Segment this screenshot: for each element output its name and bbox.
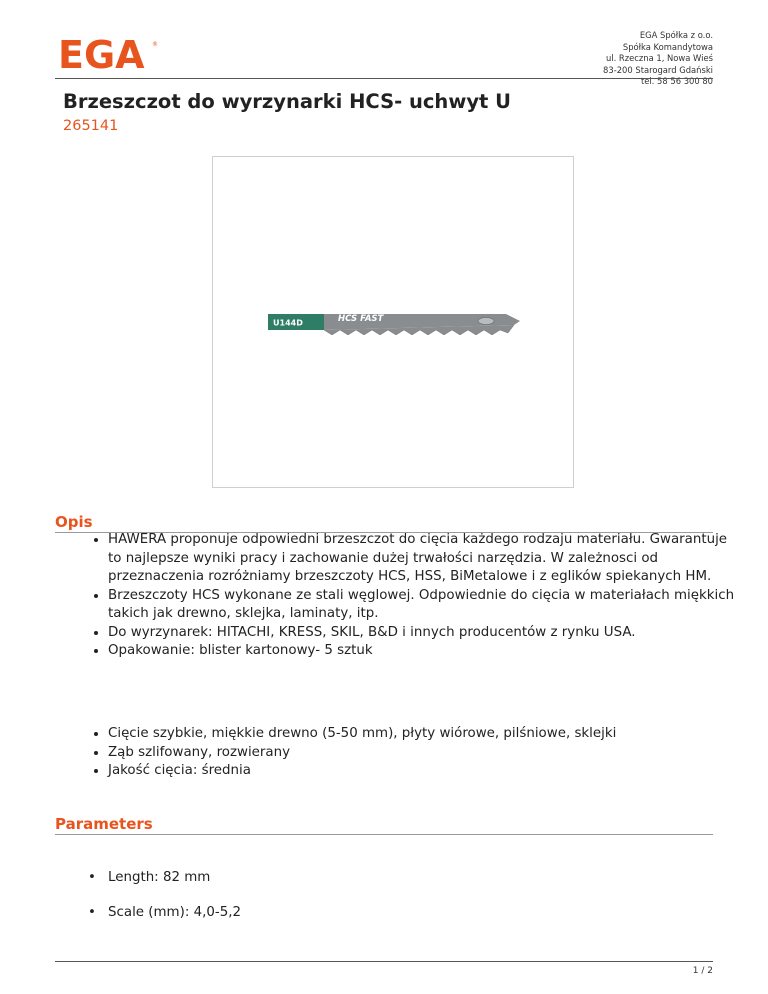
list-item: • HAWERA proponuje odpowiedni brzeszczot do cięcia każdego rodzaju materiału. Gwarantuje to najlepsze wyniki pracy i zachowanie dużej trwałości narzędzia. W zależnosci od przeznaczenia rozróżniamy brzeszczoty HCS, HSS, BiMetalowe i z eglików spiekanych HM. xyxy=(108,531,738,587)
list-item: • Brzeszczoty HCS wykonane ze stali węglowej. Odpowiednie do cięcia w materiałach miękkich takich jak drewno, sklejka, laminaty, itp. xyxy=(108,587,738,624)
ega-logo xyxy=(58,37,160,71)
list-item: • Do wyrzynarek: HITACHI, KRESS, SKIL, B&D i innych producentów z rynku USA. xyxy=(108,624,738,643)
opis-list xyxy=(80,531,738,661)
list-item: • Jakość cięcia: średnia xyxy=(108,762,738,781)
product-code: 265141 xyxy=(63,118,119,134)
parameters-divider xyxy=(55,834,713,835)
company-phone: tel. 58 56 300 80 xyxy=(640,76,713,86)
footer-divider xyxy=(55,961,713,962)
opis-heading: Opis xyxy=(55,513,93,531)
parameter-length: • Length: 82 mm xyxy=(80,870,210,885)
company-city: 83-200 Starogard Gdański xyxy=(603,64,713,75)
logo-text: EGA xyxy=(58,37,145,71)
blade-code-text: U144D xyxy=(273,318,303,328)
parameters-heading: Parameters xyxy=(55,815,153,833)
company-name: EGA Spółka z o.o. xyxy=(639,30,713,40)
blade-label-text: HCS FAST xyxy=(338,314,384,324)
company-street: ul. Rzeczna 1, Nowa Wieś xyxy=(605,53,713,63)
jigsaw-blade-image xyxy=(268,311,522,335)
list-item: • Ząb szlifowany, rozwierany xyxy=(108,744,738,763)
parameter-scale: • Scale (mm): 4,0-5,2 xyxy=(80,905,241,920)
header-divider xyxy=(55,78,713,79)
product-image xyxy=(212,156,574,488)
list-item: • Cięcie szybkie, miękkie drewno (5-50 mm), płyty wiórowe, pilśniowe, sklejki xyxy=(108,725,738,744)
opis-features-list xyxy=(80,725,738,781)
page-number: 1 / 2 xyxy=(692,966,713,976)
product-title: Brzeszczot do wyrzynarki HCS- uchwyt U xyxy=(63,90,511,113)
svg-text:®: ® xyxy=(152,41,158,48)
list-item: • Opakowanie: blister kartonowy- 5 sztuk xyxy=(108,642,738,661)
company-type: Spółka Komandytowa xyxy=(622,41,713,52)
